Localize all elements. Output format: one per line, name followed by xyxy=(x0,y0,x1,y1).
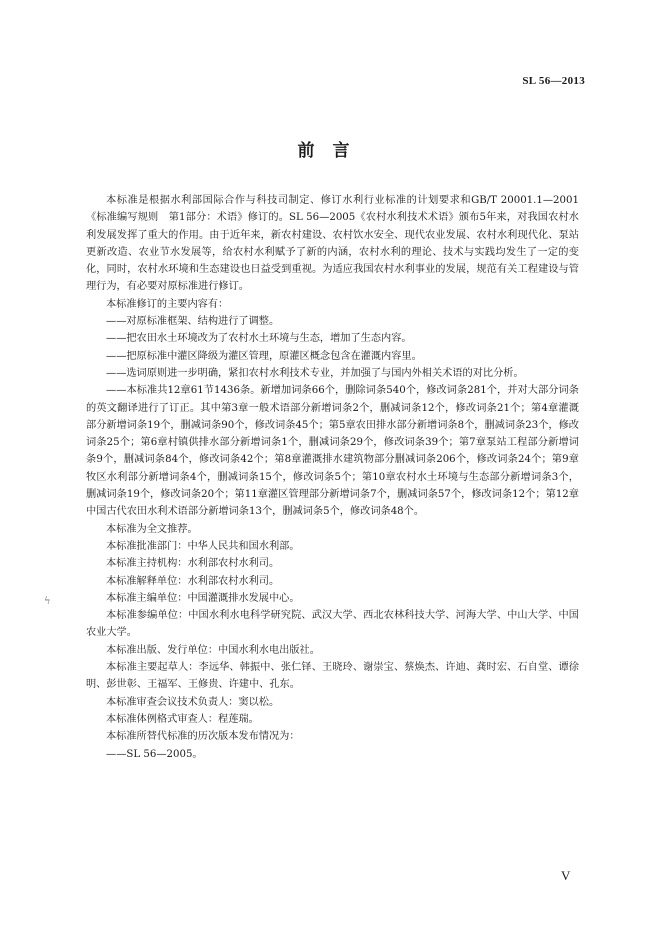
main-content-intro: 本标准修订的主要内容有： xyxy=(106,298,229,310)
page-number: V xyxy=(561,868,571,883)
approval-dept: 本标准批准部门：中华人民共和国水利部。 xyxy=(106,540,300,552)
change-item-5: ——本标准共12章61节1436条。新增加词条66个，删除词条540个，修改词条281个，并对大部分词条的英文翻译进行了订正。其中第3章一般术语部分新增词条2个，删减词条12个，修改词条21个；第4章灌溉部分新增词条19个，删减词条90个，修改词条45个；第5章农田排水部分新增词条8个，删减词条23个，修改词条25个；第6章村镇供排水部分新增词条1个，删减词条29个，修改词条39个；第7章泵站工程部分新增词条9个，删减词条84个，修改词条42个；第8章灌溉排水建筑物部分删减词条206个，修改词条24个；第9章牧区水利部分新增词条4个，删减词条15个，修改词条5个；第10章农村水土环境与生态部分新增词条3个，删减词条19个，修改词条20个；第11章灌区管理部分新增词条7个，删减词条57个，修改词条12个；第12章中国古代农田水利术语部分新增词条13个，删减词条5个，修改词条48个。 xyxy=(86,385,579,518)
publisher: 本标准出版、发行单位：中国水利水电出版社。 xyxy=(106,644,320,656)
page-title: 前言 xyxy=(297,141,368,161)
standard-code: SL 56—2013 xyxy=(522,75,585,87)
review-lead: 本标准审查会议技术负责人：窦以松。 xyxy=(106,696,280,708)
chief-editor-unit: 本标准主编单位：中国灌溉排水发展中心。 xyxy=(106,592,300,604)
foreword-body xyxy=(86,192,579,763)
change-item-1: ——对原标准框架、结构进行了调整。 xyxy=(106,316,280,328)
host-org: 本标准主持机构：水利部农村水利司。 xyxy=(106,558,280,570)
drafters: 本标准主要起草人：李远华、韩振中、张仁铎、王晓玲、谢崇宝、蔡焕杰、许迪、龚时宏、石自堂、谭徐明、彭世彰、王福军、王修贵、许建中、孔东。 xyxy=(86,662,579,691)
history-item: ——SL 56—2005。 xyxy=(106,748,203,760)
margin-mark: ϟ xyxy=(44,596,51,607)
intro-paragraph: 本标准是根据水利部国际合作与科技司制定、修订水利行业标准的计划要求和GB/T 20001.1—2001《标准编写规则 第1部分：术语》修订的。SL 56—2005《农村水利技术术语》颁布5年来，对我国农村水利发展发挥了重大的作用。由于近年来，新农村建设、农村饮水安全、现代农业发展、农村水利现代化、泵站更新改造、农业节水发展等，给农村水利赋予了新的内涵，农村水利的理论、技术与实践均发生了一定的变化，同时，农村水环境和生态建设也日益受到重视。为适应我国农村水利事业的发展，规范有关工程建设与管理行为，有必要对原标准进行修订。 xyxy=(86,195,579,293)
change-item-3: ——把原标准中灌区降级为灌区管理，原灌区概念包含在灌溉内容里。 xyxy=(106,350,422,362)
change-item-2: ——把农田水土环境改为了农村水土环境与生态，增加了生态内容。 xyxy=(106,333,412,345)
history-intro: 本标准所替代标准的历次版本发布情况为： xyxy=(106,731,300,743)
interpretation-unit: 本标准解释单位：水利部农村水利司。 xyxy=(106,575,280,587)
change-item-4: ——选词原则进一步明确，紧扣农村水利技术专业，并加强了与国内外相关术语的对比分析。 xyxy=(106,367,524,379)
format-reviewer: 本标准体例格式审查人：程莲瑞。 xyxy=(106,713,259,725)
participating-units: 本标准参编单位：中国水利水电科学研究院、武汉大学、西北农林科技大学、河海大学、中山大学、中国农业大学。 xyxy=(86,610,579,639)
recommended-statement: 本标准为全文推荐。 xyxy=(106,523,198,535)
